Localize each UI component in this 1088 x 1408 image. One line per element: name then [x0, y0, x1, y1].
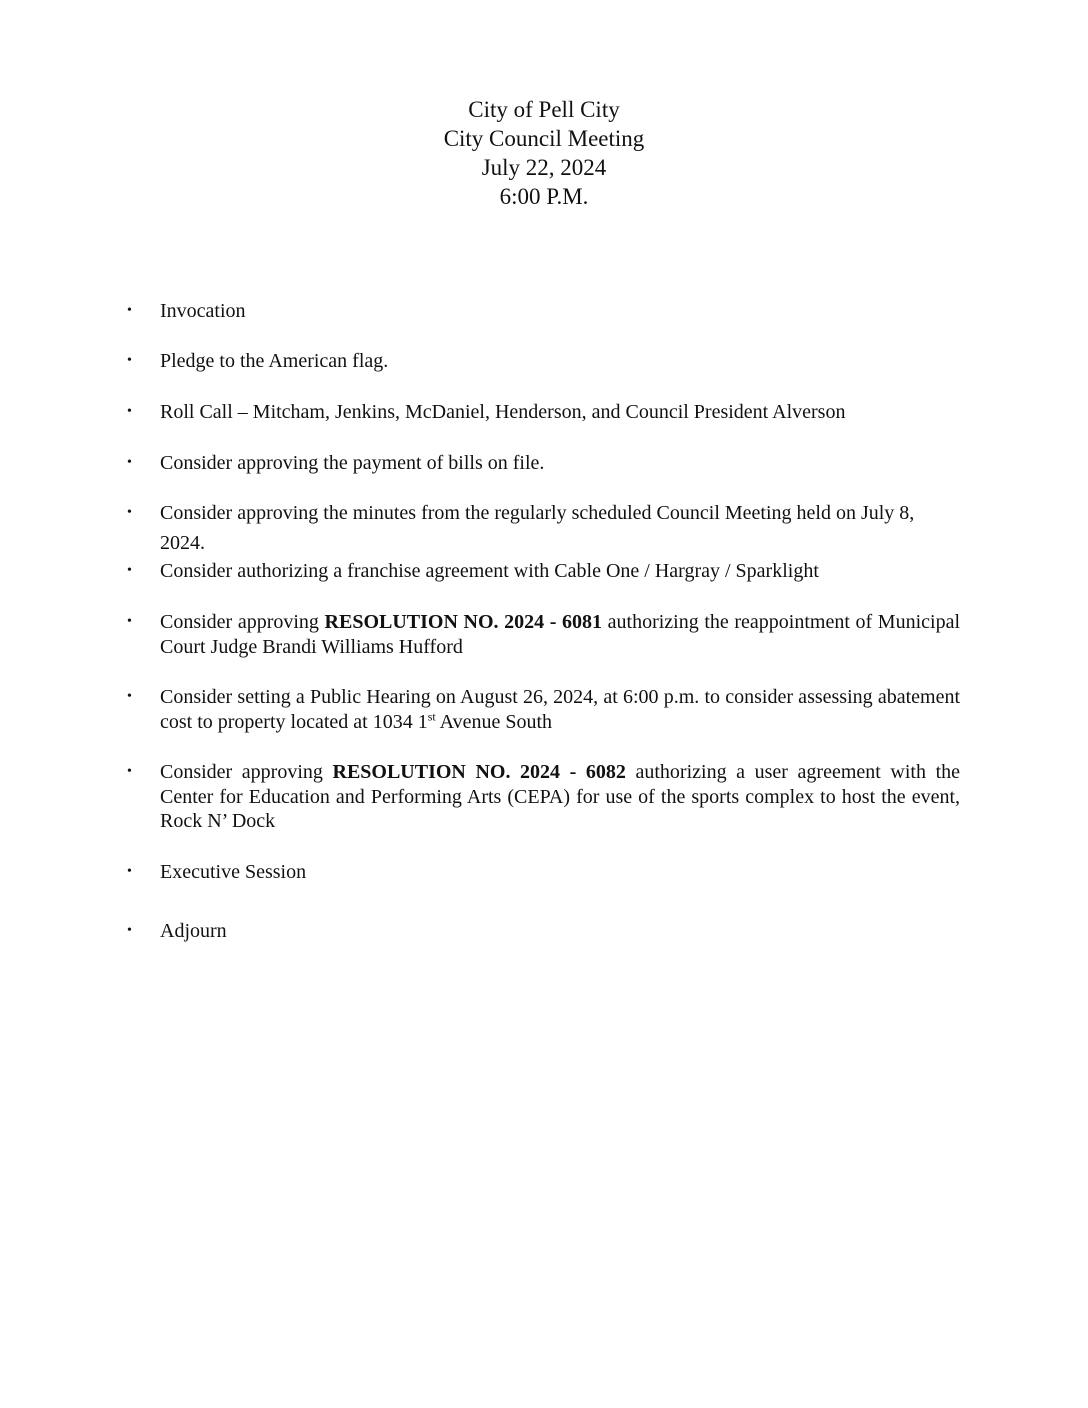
agenda-item-text: Consider authorizing a franchise agreement with Cable One / Hargray / Sparklight — [160, 560, 819, 582]
bullet-icon: • — [127, 923, 132, 938]
resolution-number: RESOLUTION NO. 2024 - 6081 — [324, 611, 603, 633]
agenda-item-public-hearing — [127, 685, 960, 734]
bullet-icon: • — [127, 505, 132, 520]
bullet-icon: • — [127, 563, 132, 578]
agenda-item-text: Consider approving the payment of bills on file. — [160, 452, 545, 474]
meeting-date: July 22, 2024 — [481, 155, 607, 180]
agenda-item-resolution-6081 — [127, 610, 961, 659]
agenda-item-minutes — [127, 501, 960, 555]
agenda-item-text: Pledge to the American flag. — [160, 350, 389, 372]
meeting-time: 6:00 P.M. — [499, 184, 589, 209]
resolution-number: RESOLUTION NO. 2024 - 6082 — [332, 761, 626, 783]
agenda-item-roll-call — [127, 400, 960, 425]
bullet-icon: • — [127, 455, 132, 470]
agenda-item-executive-session — [127, 860, 960, 885]
agenda-item-text-line1: Consider approving the minutes from the regularly scheduled Council Meeting held on July 8, — [160, 502, 915, 524]
agenda-item-text: Consider setting a Public Hearing on August 26, 2024, at 6:00 p.m. to consider assessing abatement cost to property located at 1034 1 — [160, 686, 960, 733]
agenda-item-pledge — [127, 349, 960, 374]
agenda-item-text: Consider approving — [160, 761, 333, 783]
agenda-item-text: authorizing the reappointment of Municipal Court Judge Brandi Williams Hufford — [160, 611, 961, 658]
bullet-icon: • — [127, 353, 132, 368]
agenda-item-invocation — [127, 299, 960, 324]
bullet-icon: • — [127, 764, 132, 779]
meeting-name: City Council Meeting — [443, 126, 645, 151]
bullet-icon: • — [127, 689, 132, 704]
agenda-item-text: Adjourn — [160, 920, 227, 942]
city-name: City of Pell City — [468, 97, 620, 122]
agenda-item-text: Roll Call – Mitcham, Jenkins, McDaniel, Henderson, and Council President Alverson — [160, 401, 846, 423]
agenda-item-text: Executive Session — [160, 861, 307, 883]
bullet-icon: • — [127, 864, 132, 879]
agenda-item-franchise — [127, 559, 960, 584]
agenda-item-text: Invocation — [160, 300, 246, 322]
bullet-icon: • — [127, 614, 132, 629]
bullet-icon: • — [127, 404, 132, 419]
agenda-item-resolution-6082 — [127, 760, 961, 834]
agenda-item-adjourn — [127, 919, 960, 944]
agenda-item-bills — [127, 451, 960, 476]
agenda-item-text: authorizing a user agreement with the Center for Education and Performing Arts (CEPA) for use of the sports complex to host the event, Rock N’ Dock — [160, 761, 961, 832]
agenda-item-text: Consider approving — [160, 611, 325, 633]
ordinal-suffix: st — [427, 708, 436, 723]
agenda-item-text-line2: 2024. — [160, 531, 205, 554]
bullet-icon: • — [127, 303, 132, 318]
agenda-item-text: Avenue South — [435, 710, 553, 733]
